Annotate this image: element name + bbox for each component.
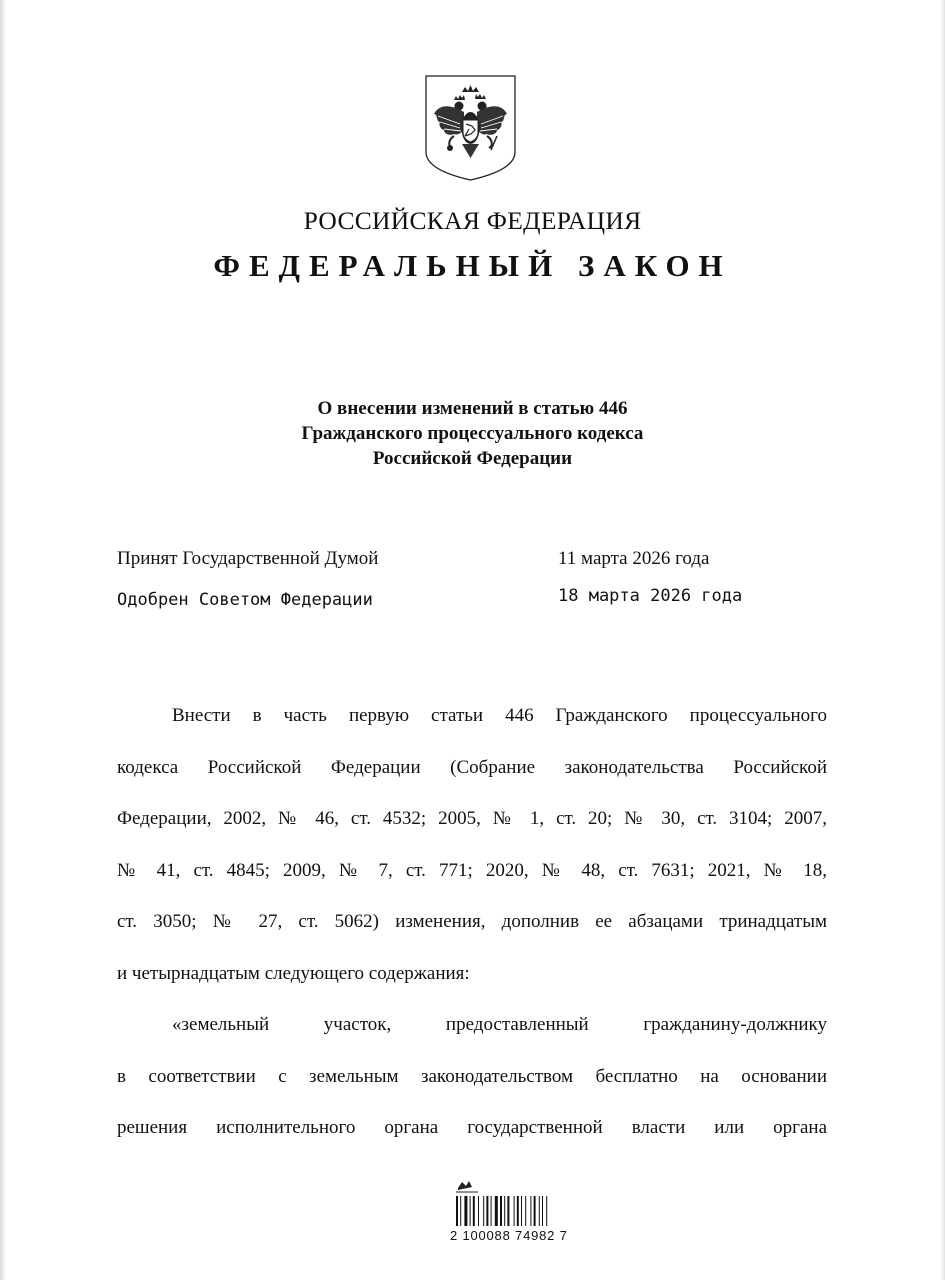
council-approval-date: 18 марта 2026 года — [558, 586, 743, 606]
body-line: решения исполнительного органа государственной власти или органа — [117, 1117, 827, 1138]
body-line: № 41, ст. 4845; 2009, № 7, ст. 771; 2020, № 48, ст. 7631; 2021, № 18, — [117, 859, 827, 881]
body-line: Внести в часть первую статьи 446 Гражданского процессуального — [172, 705, 827, 726]
body-line: и четырнадцатым следующего содержания: — [117, 962, 470, 984]
body-line: в соответствии с земельным законодательством бесплатно на основании — [117, 1065, 827, 1087]
law-title-line: Гражданского процессуального кодекса — [301, 423, 644, 444]
law-title-line: О внесении изменений в статью 446 — [317, 398, 628, 419]
page-edge-shadow — [940, 0, 945, 1280]
duma-adoption-date: 11 марта 2026 года — [558, 548, 710, 569]
body-line: кодекса Российской Федерации (Собрание законодательства Российской — [117, 756, 827, 778]
document-type: ФЕДЕРАЛЬНЫЙ ЗАКОН — [213, 248, 732, 283]
country-name: РОССИЙСКАЯ ФЕДЕРАЦИЯ — [303, 206, 642, 235]
law-title-line: Российской Федерации — [372, 448, 573, 469]
law-body — [117, 690, 827, 1154]
duma-adoption-label: Принят Государственной Думой — [117, 548, 379, 569]
barcode-number: 2 100088 74982 7 — [450, 1228, 568, 1243]
coat-of-arms-icon — [424, 74, 517, 182]
body-line: Федерации, 2002, № 46, ст. 4532; 2005, № 1, ст. 20; № 30, ст. 3104; 2007, — [117, 808, 827, 829]
body-line: «земельный участок, предоставленный гражданину-должнику — [172, 1014, 827, 1035]
council-approval-label: Одобрен Советом Федерации — [117, 590, 373, 610]
body-line: ст. 3050; № 27, ст. 5062) изменения, дополнив ее абзацами тринадцатым — [117, 911, 827, 932]
law-title — [0, 396, 945, 471]
page-edge-shadow — [0, 0, 6, 1280]
